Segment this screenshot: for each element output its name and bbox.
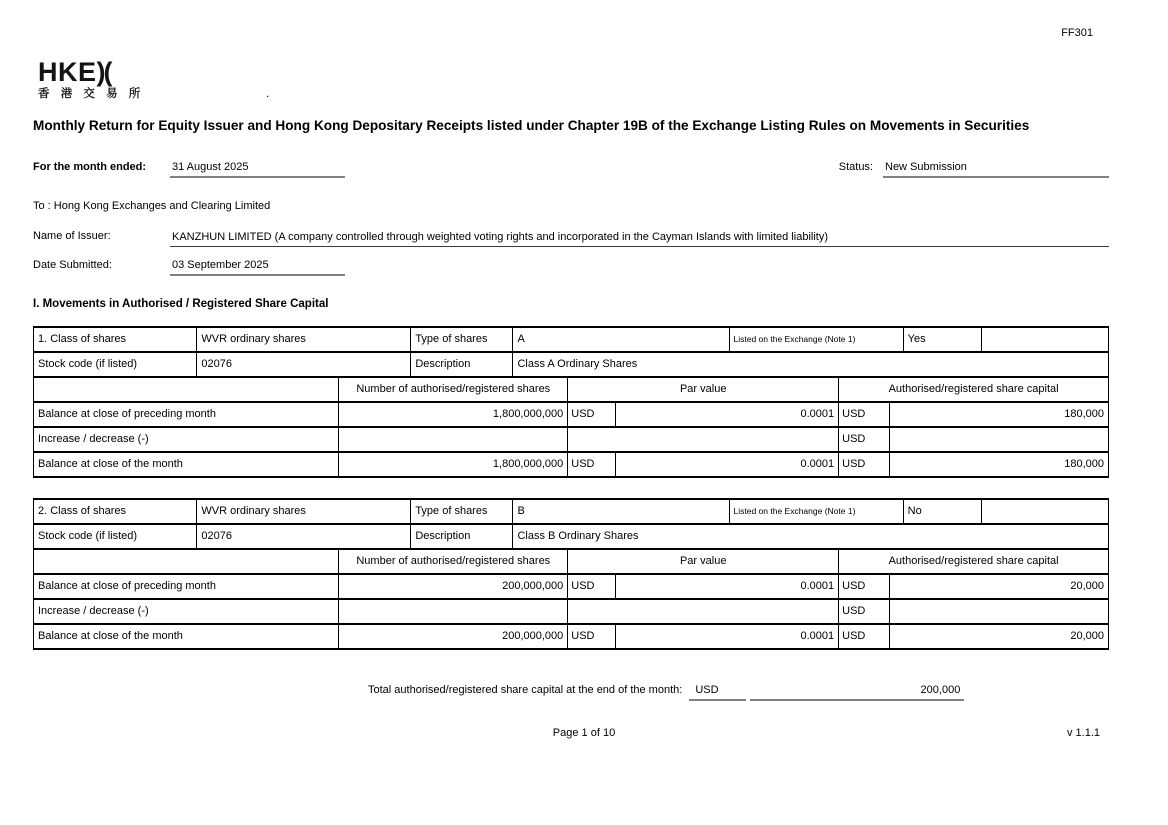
class-of-shares-value: WVR ordinary shares [197,327,411,352]
month-ended-label: For the month ended: [33,160,147,173]
date-submitted-value: 03 September 2025 [170,259,345,276]
empty-cell [982,327,1109,352]
share-class-block-2 [33,498,1109,650]
class-info-table-2 [33,498,1109,550]
table-row-closing-balance [34,624,1109,649]
page-footer [0,727,1168,739]
table-row-preceding-balance [34,574,1109,599]
total-label: Total authorised/registered share capital at the end of the month: [368,683,683,696]
currency-cell: USD [568,624,615,649]
listed-on-exchange-label: Listed on the Exchange (Note 1) [729,327,903,352]
par-value-merged [568,599,839,624]
capital-value: 180,000 [889,402,1108,427]
date-submitted-row [33,259,1109,276]
month-ended-value: 31 August 2025 [170,161,345,178]
type-of-shares-label: Type of shares [411,499,513,524]
stock-code-label: Stock code (if listed) [34,524,197,549]
status-label: Status: [838,160,873,173]
col-header-shares: Number of authorised/registered shares [339,549,568,574]
page-title: Monthly Return for Equity Issuer and Hong Kong Depositary Receipts listed under Chapter 19B of the Exchange Listing Rules on Movements in Securities [33,117,1030,133]
hkex-logo-chinese: 香 港 交 易 所 [38,88,145,100]
currency-cell: USD [839,402,890,427]
par-value: 0.0001 [615,574,839,599]
table-row-preceding-balance [34,402,1109,427]
hkex-logo-text [38,59,1168,86]
hkex-logo [38,59,1168,101]
currency-cell: USD [568,402,615,427]
row-label: Balance at close of preceding month [34,574,339,599]
row-label: Balance at close of preceding month [34,402,339,427]
col-header-par-value: Par value [568,549,839,574]
capital-value [889,427,1108,452]
stock-code-value: 02076 [197,352,411,377]
form-code: FF301 [1061,27,1093,39]
movement-table-2 [33,548,1109,650]
table-row [34,327,1109,352]
month-status-row [33,161,1109,178]
table-row [34,524,1109,549]
column-header-row [34,549,1109,574]
hkex-logo-hke: HKE [38,57,97,87]
description-label: Description [411,524,513,549]
section-heading: I. Movements in Authorised / Registered Share Capital [33,297,329,310]
status-value: New Submission [883,161,1109,178]
listed-on-exchange-label: Listed on the Exchange (Note 1) [729,499,903,524]
currency-cell: USD [839,624,890,649]
row-label: Increase / decrease (-) [34,599,339,624]
stray-dot: . [266,86,270,100]
addressee-line: To : Hong Kong Exchanges and Clearing Limited [33,199,271,212]
col-header-par-value: Par value [568,377,839,402]
class-of-shares-value: WVR ordinary shares [197,499,411,524]
type-of-shares-label: Type of shares [411,327,513,352]
col-header-share-capital: Authorised/registered share capital [839,377,1109,402]
shares-value [339,599,568,624]
currency-cell: USD [568,452,615,477]
shares-value: 200,000,000 [339,624,568,649]
stock-code-value: 02076 [197,524,411,549]
total-currency-value: USD [689,684,746,701]
capital-value: 20,000 [889,624,1108,649]
description-label: Description [411,352,513,377]
par-value-merged [568,427,839,452]
shares-value [339,427,568,452]
class-info-table-1 [33,326,1109,378]
page-indicator: Page 1 of 10 [552,726,616,739]
table-row [34,352,1109,377]
col-header-share-capital: Authorised/registered share capital [839,549,1109,574]
class-of-shares-label: 2. Class of shares [34,499,197,524]
shares-value: 1,800,000,000 [339,402,568,427]
empty-cell [982,499,1109,524]
date-submitted-label: Date Submitted: [33,258,112,271]
empty-cell [34,377,339,402]
currency-cell: USD [839,427,890,452]
movement-table-1 [33,376,1109,478]
class-of-shares-label: 1. Class of shares [34,327,197,352]
table-row-closing-balance [34,452,1109,477]
col-header-shares: Number of authorised/registered shares [339,377,568,402]
capital-value [889,599,1108,624]
par-value: 0.0001 [615,624,839,649]
description-value: Class A Ordinary Shares [513,352,1109,377]
column-header-row [34,377,1109,402]
shares-value: 200,000,000 [339,574,568,599]
share-class-block-1 [33,326,1109,478]
par-value: 0.0001 [615,402,839,427]
table-row-increase-decrease [34,599,1109,624]
issuer-label: Name of Issuer: [33,229,111,242]
capital-value: 20,000 [889,574,1108,599]
par-value: 0.0001 [615,452,839,477]
row-label: Balance at close of the month [34,624,339,649]
issuer-row [33,230,1109,247]
empty-cell [34,549,339,574]
table-row-increase-decrease [34,427,1109,452]
issuer-value: KANZHUN LIMITED (A company controlled through weighted voting rights and incorporated in the Cayman Islands with limited liability) [170,231,1109,247]
total-amount-value: 200,000 [750,684,964,701]
type-of-shares-value: B [513,499,729,524]
currency-cell: USD [839,599,890,624]
stock-code-label: Stock code (if listed) [34,352,197,377]
currency-cell: USD [839,452,890,477]
capital-value: 180,000 [889,452,1108,477]
version-label: v 1.1.1 [1066,726,1100,739]
total-share-capital-row [33,684,1109,701]
listed-on-exchange-value: Yes [903,327,981,352]
type-of-shares-value: A [513,327,729,352]
row-label: Balance at close of the month [34,452,339,477]
currency-cell: USD [568,574,615,599]
shares-value: 1,800,000,000 [339,452,568,477]
listed-on-exchange-value: No [903,499,981,524]
currency-cell: USD [839,574,890,599]
hkex-logo-x-glyph: )( [96,57,111,87]
description-value: Class B Ordinary Shares [513,524,1109,549]
row-label: Increase / decrease (-) [34,427,339,452]
table-row [34,499,1109,524]
